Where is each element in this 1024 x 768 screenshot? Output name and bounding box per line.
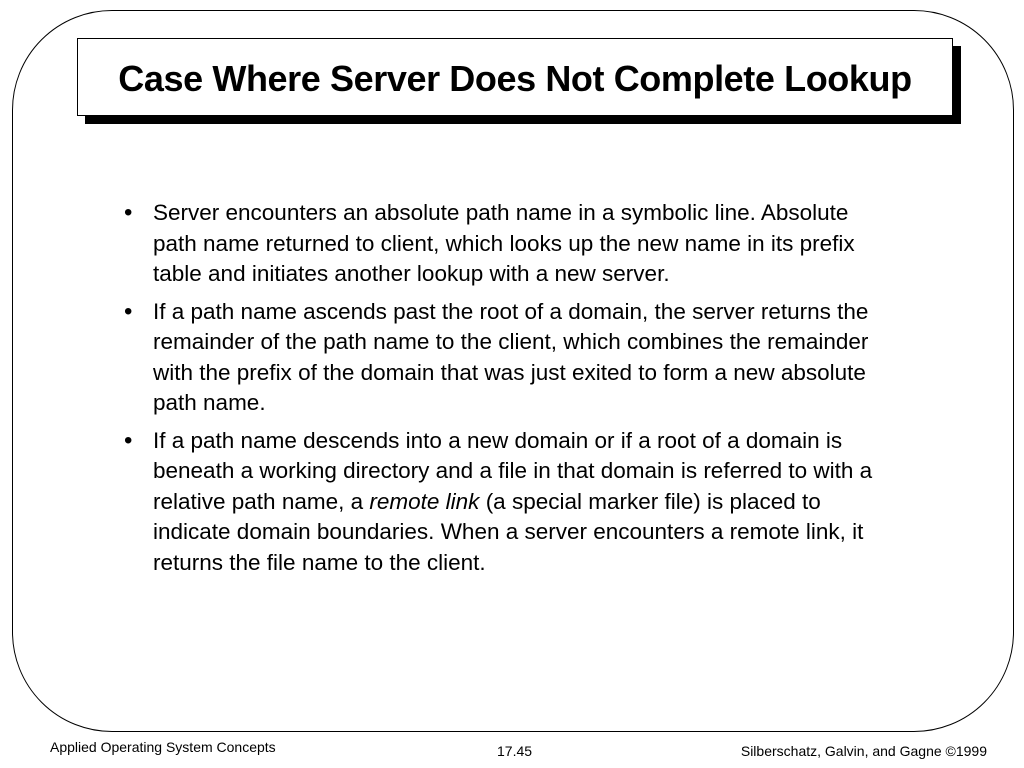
bullet-list bbox=[124, 198, 884, 585]
remote-link-term: remote link bbox=[369, 488, 480, 514]
bullet-item bbox=[124, 297, 884, 419]
footer-page-number: 17.45 bbox=[497, 743, 533, 759]
footer-copyright: Silberschatz, Galvin, and Gagne ©1999 bbox=[740, 743, 987, 759]
bullet-icon: • bbox=[124, 199, 133, 226]
bullet-text-before: If a path name descends into a new domain or if a root of a domain is beneath a working directory and a file in that domain is referred to with a relative path name, a bbox=[153, 427, 873, 514]
bullet-text-after: (a special marker file) is placed to indicate domain boundaries. When a server encounters a remote link, it returns the file name to the client. bbox=[153, 488, 864, 575]
footer-course-title: Applied Operating System Concepts bbox=[50, 739, 276, 755]
title-box bbox=[77, 38, 953, 116]
bullet-icon: • bbox=[124, 297, 133, 325]
bullet-item bbox=[124, 426, 884, 579]
bullet-icon: • bbox=[124, 426, 133, 454]
bullet-text: If a path name ascends past the root of a domain, the server returns the remainder of the path name to the client, which combines the remainder with the prefix of the domain that was just exited to form a new absolute path name. bbox=[153, 298, 869, 415]
bullet-item bbox=[124, 198, 884, 290]
bullet-text: Server encounters an absolute path name in a symbolic line. Absolute path name returned to client, which looks up the new name in its prefix table and initiates another lookup with a new server. bbox=[153, 200, 855, 286]
slide-title: Case Where Server Does Not Complete Lookup bbox=[118, 58, 912, 99]
